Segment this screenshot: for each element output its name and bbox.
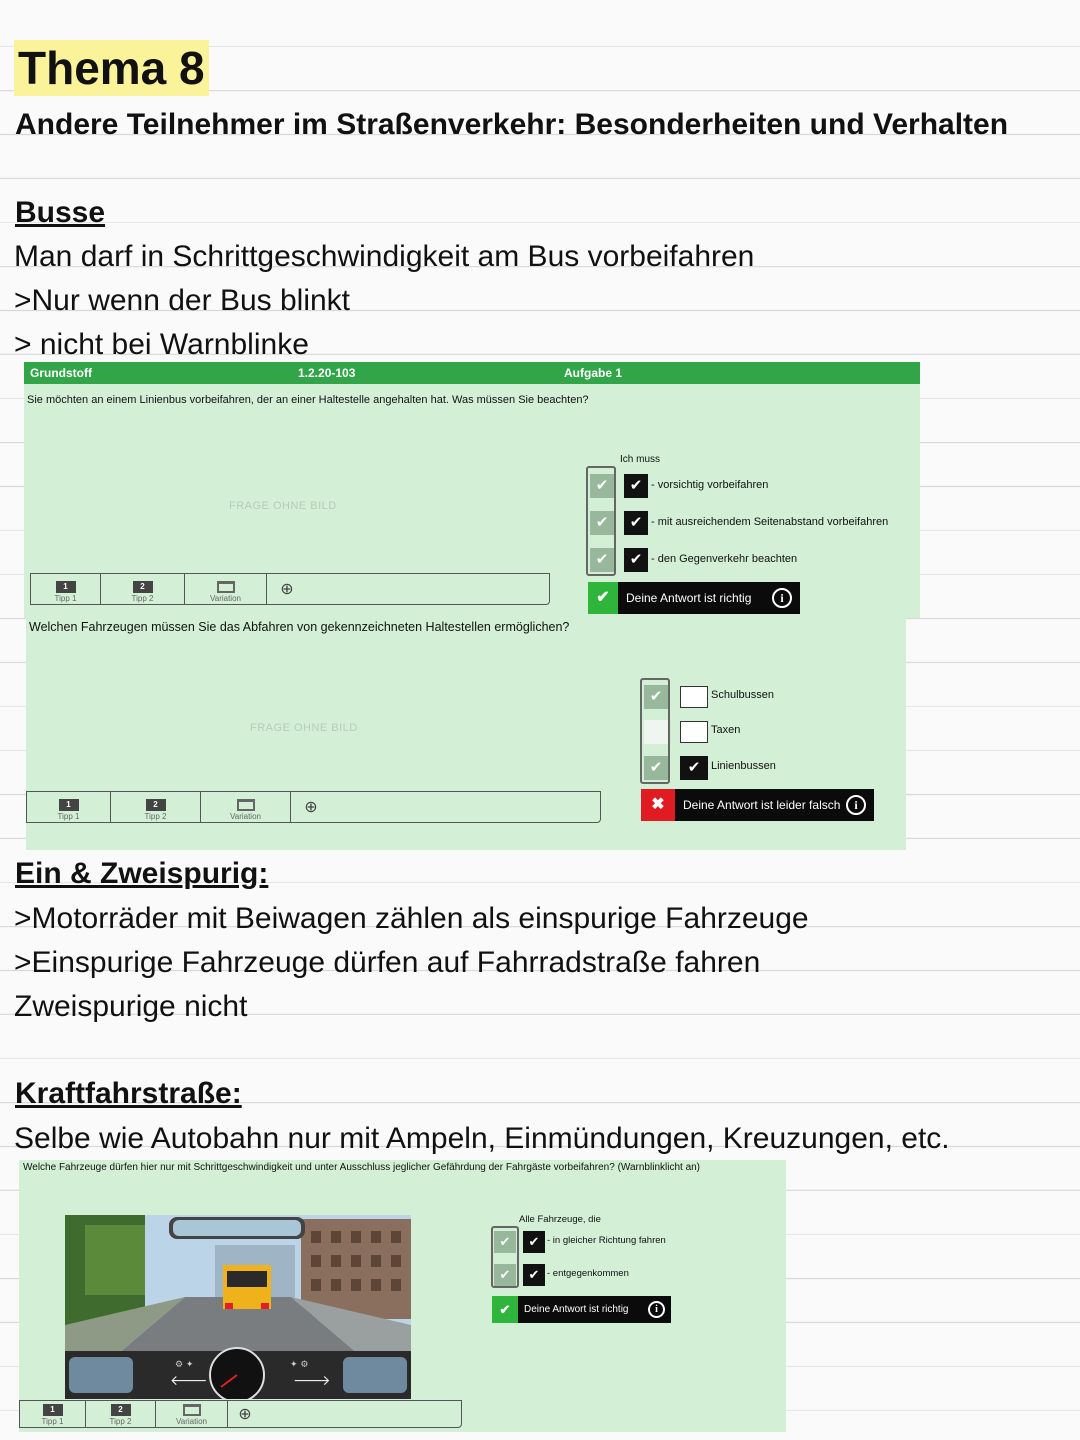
solution-check-icon: ✔	[590, 548, 614, 572]
result-text: Deine Antwort ist richtig	[524, 1303, 629, 1315]
quiz-question: Sie möchten an einem Linienbus vorbeifahren, der an einer Haltestelle angehalten hat. Was müssen Sie beachten?	[27, 394, 589, 406]
tipp1-label: Tipp 1	[57, 812, 80, 821]
variation-icon	[183, 1404, 201, 1416]
page-subtitle: Andere Teilnehmer im Straßenverkehr: Besonderheiten und Verhalten	[15, 108, 1009, 141]
result-banner	[492, 1296, 671, 1323]
magnifier-icon: ⊕	[280, 580, 294, 598]
option-1: - in gleicher Richtung fahren	[547, 1235, 666, 1246]
quiz-screenshot-3	[19, 1160, 786, 1432]
quiz-topbar	[24, 362, 920, 384]
variation-button[interactable]	[156, 1401, 228, 1427]
busse-line-3: > nicht bei Warnblinke	[14, 328, 309, 361]
busse-line-2: >Nur wenn der Bus blinkt	[14, 284, 351, 317]
variation-icon	[237, 799, 255, 811]
tipp1-button[interactable]	[20, 1401, 86, 1427]
variation-button[interactable]	[201, 792, 291, 822]
quiz-question: Welchen Fahrzeugen müssen Sie das Abfahren von gekennzeichneten Haltestellen ermöglichen?	[29, 620, 570, 634]
option-2: - mit ausreichendem Seitenabstand vorbeifahren	[651, 516, 889, 528]
no-image-label: FRAGE OHNE BILD	[229, 500, 337, 512]
driving-scene-image	[65, 1215, 411, 1399]
svg-text:🡐: 🡐	[170, 1373, 208, 1389]
tipp1-button[interactable]	[27, 792, 111, 822]
cross-icon: ✖	[641, 789, 675, 821]
info-icon[interactable]: i	[648, 1301, 665, 1318]
option-1: Schulbussen	[711, 689, 774, 701]
result-text: Deine Antwort ist richtig	[626, 591, 752, 605]
quiz-toolbar	[30, 573, 550, 605]
answer-checkbox-1[interactable]: ✔	[624, 474, 648, 498]
answer-prefix: Alle Fahrzeuge, die	[519, 1214, 601, 1225]
check-icon: ✔	[588, 582, 618, 614]
answer-checkbox-3[interactable]: ✔	[680, 756, 708, 780]
result-banner	[641, 789, 874, 821]
tipp2-button[interactable]	[101, 574, 185, 604]
tipp1-icon: 1	[56, 581, 76, 593]
check-icon: ✔	[492, 1296, 518, 1323]
info-icon[interactable]: i	[772, 588, 792, 608]
info-icon[interactable]: i	[846, 795, 866, 815]
solution-check-icon: ✔	[644, 756, 668, 780]
section-heading-busse: Busse	[15, 196, 106, 229]
quiz-question: Welche Fahrzeuge dürfen hier nur mit Schrittgeschwindigkeit und unter Ausschluss jeglicher Gefährdung der Fahrgäste vorbeifahren? (Warnblinklicht an)	[23, 1162, 701, 1173]
variation-button[interactable]	[185, 574, 267, 604]
result-text: Deine Antwort ist leider falsch	[683, 798, 841, 812]
topbar-grundstoff: Grundstoff	[30, 366, 92, 380]
variation-label: Variation	[176, 1417, 207, 1426]
svg-text:🡒: 🡒	[293, 1373, 331, 1389]
result-banner	[588, 582, 800, 614]
tipp2-icon: 2	[111, 1404, 131, 1416]
variation-icon	[217, 581, 235, 593]
answer-checkbox-3[interactable]: ✔	[624, 548, 648, 572]
answer-checkbox-1[interactable]	[680, 686, 708, 708]
zoom-button[interactable]	[228, 1401, 262, 1427]
topbar-task: Aufgabe 1	[564, 366, 623, 380]
option-3: - den Gegenverkehr beachten	[651, 553, 798, 565]
tipp1-icon: 1	[43, 1404, 63, 1416]
option-2: Taxen	[711, 724, 741, 736]
variation-label: Variation	[230, 812, 261, 821]
tipp1-label: Tipp 1	[41, 1417, 64, 1426]
section-heading-kraftfahr: Kraftfahrstraße:	[15, 1077, 242, 1110]
quiz-screenshot-1	[24, 362, 920, 618]
answer-prefix: Ich muss	[620, 454, 661, 465]
zoom-button[interactable]	[267, 574, 307, 604]
svg-text:⚙ ✦: ⚙ ✦	[175, 1360, 194, 1370]
tipp2-label: Tipp 2	[144, 812, 167, 821]
tipp2-button[interactable]	[86, 1401, 156, 1427]
option-2: - entgegenkommen	[547, 1268, 629, 1279]
magnifier-icon: ⊕	[238, 1405, 252, 1423]
section-heading-spurig: Ein & Zweispurig:	[15, 857, 269, 890]
answer-checkbox-2[interactable]	[680, 721, 708, 743]
magnifier-icon: ⊕	[304, 798, 318, 816]
page-title: Thema 8	[14, 40, 209, 96]
tipp1-button[interactable]	[31, 574, 101, 604]
no-image-label: FRAGE OHNE BILD	[250, 722, 358, 734]
tipp1-icon: 1	[59, 799, 79, 811]
spurig-line-2: >Einspurige Fahrzeuge dürfen auf Fahrradstraße fahren	[14, 946, 761, 979]
solution-check-icon: ✔	[644, 685, 668, 709]
tipp2-label: Tipp 2	[109, 1417, 132, 1426]
tipp2-button[interactable]	[111, 792, 201, 822]
answer-checkbox-2[interactable]: ✔	[523, 1264, 545, 1286]
tipp2-icon: 2	[133, 581, 153, 593]
quiz-toolbar	[19, 1400, 462, 1428]
answer-checkbox-2[interactable]: ✔	[624, 511, 648, 535]
solution-check-icon: ✔	[590, 511, 614, 535]
zoom-button[interactable]	[291, 792, 331, 822]
quiz-toolbar	[26, 791, 601, 823]
answer-checkbox-1[interactable]: ✔	[523, 1231, 545, 1253]
busse-line-1: Man darf in Schrittgeschwindigkeit am Bus vorbeifahren	[14, 240, 755, 273]
solution-check-icon: ✔	[494, 1264, 516, 1286]
spurig-line-3: Zweispurige nicht	[14, 990, 248, 1023]
solution-check-icon: ✔	[590, 474, 614, 498]
spurig-line-1: >Motorräder mit Beiwagen zählen als einspurige Fahrzeuge	[14, 902, 809, 935]
tipp2-label: Tipp 2	[131, 594, 154, 603]
svg-text:✦ ⚙: ✦ ⚙	[290, 1360, 309, 1370]
tipp1-label: Tipp 1	[54, 594, 77, 603]
solution-check-icon: ✔	[494, 1231, 516, 1253]
topbar-code: 1.2.20-103	[298, 366, 356, 380]
solution-empty-box	[644, 720, 668, 744]
tipp2-icon: 2	[146, 799, 166, 811]
kraftfahr-line-1: Selbe wie Autobahn nur mit Ampeln, Einmündungen, Kreuzungen, etc.	[14, 1122, 950, 1155]
option-3: Linienbussen	[711, 760, 776, 772]
variation-label: Variation	[210, 594, 241, 603]
quiz-screenshot-2	[26, 618, 906, 850]
option-1: - vorsichtig vorbeifahren	[651, 479, 769, 491]
